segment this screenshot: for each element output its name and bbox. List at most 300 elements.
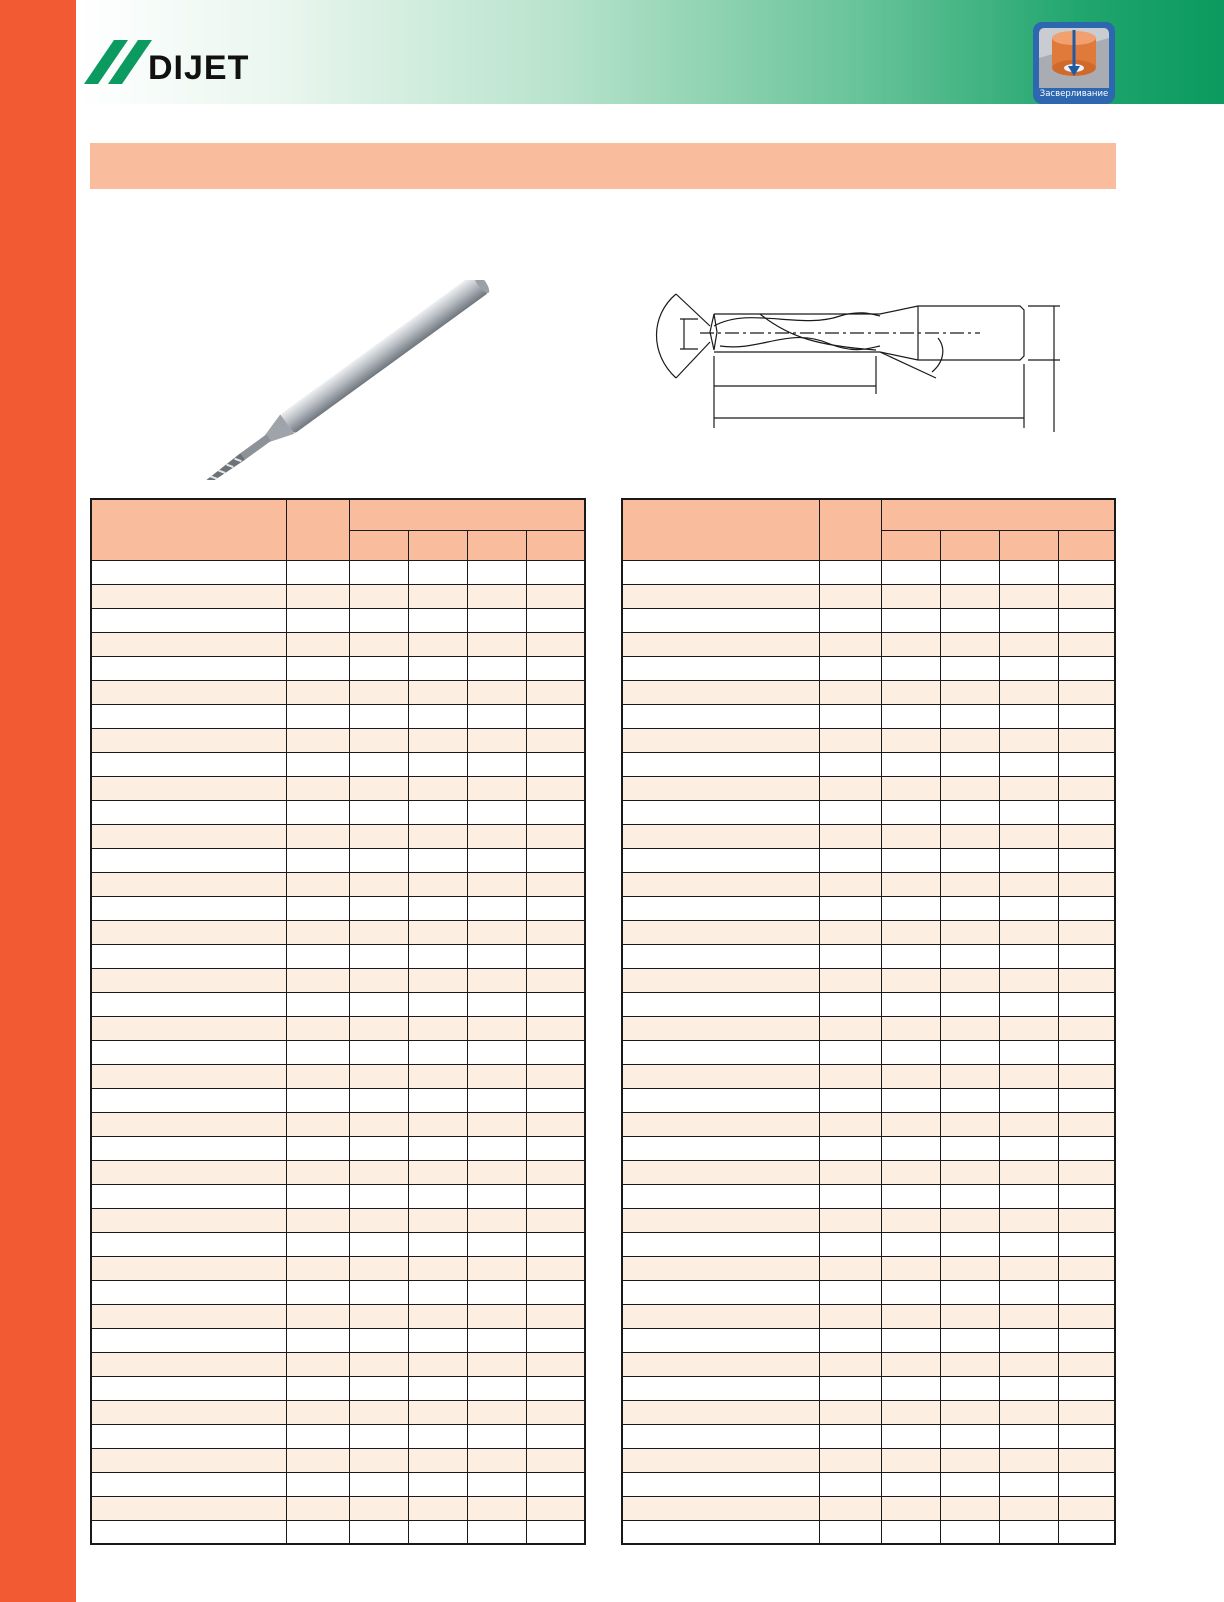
table-cell [349,704,408,728]
table-cell [527,1400,585,1424]
brand-name: DIJET [148,49,250,87]
table-cell [881,584,940,608]
table-cell [349,1328,408,1352]
table-row [622,872,1115,896]
table-cell [999,992,1058,1016]
table-cell [940,1520,999,1544]
table-cell [881,1352,940,1376]
table-cell [819,1352,881,1376]
table-cell [349,1136,408,1160]
header-designation [91,499,287,560]
table-cell [468,968,527,992]
table-cell [287,1520,349,1544]
table-cell [940,1256,999,1280]
table-cell [408,1424,467,1448]
table-cell [349,824,408,848]
table-cell [881,872,940,896]
table-row [622,1304,1115,1328]
table-cell [468,704,527,728]
table-cell [287,1400,349,1424]
table-cell [91,584,287,608]
table-cell [527,848,585,872]
table-cell [91,704,287,728]
table-cell [408,1208,467,1232]
header-dim-col [527,530,585,560]
table-cell [819,1208,881,1232]
table-cell [91,848,287,872]
table-cell [527,1496,585,1520]
table-cell [349,1400,408,1424]
table-cell [527,1112,585,1136]
table-cell [287,728,349,752]
table-cell [819,560,881,584]
table-cell [819,800,881,824]
table-cell [1058,1472,1115,1496]
table-cell [622,1520,819,1544]
table-row [91,728,585,752]
table-cell [91,920,287,944]
table-cell [408,608,467,632]
drilling-badge[interactable] [1033,22,1115,104]
table-cell [349,1424,408,1448]
table-cell [91,944,287,968]
table-cell [622,1328,819,1352]
table-cell [408,752,467,776]
table-cell [999,704,1058,728]
table-cell [468,1040,527,1064]
table-cell [408,992,467,1016]
table-row [622,1136,1115,1160]
table-cell [1058,1208,1115,1232]
table-cell [999,800,1058,824]
table-cell [881,1232,940,1256]
table-cell [622,1040,819,1064]
table-cell [468,800,527,824]
table-cell [999,560,1058,584]
table-cell [1058,1064,1115,1088]
table-cell [819,1040,881,1064]
table-cell [91,1160,287,1184]
table-cell [287,1088,349,1112]
table-row [91,656,585,680]
table-row [91,872,585,896]
table-cell [819,680,881,704]
table-cell [527,1136,585,1160]
table-cell [622,800,819,824]
table-cell [1058,608,1115,632]
table-cell [999,1520,1058,1544]
table-cell [622,944,819,968]
table-cell [999,1448,1058,1472]
table-cell [287,1448,349,1472]
table-row [622,800,1115,824]
table-cell [881,560,940,584]
table-cell [819,1448,881,1472]
table-cell [91,752,287,776]
table-cell [527,1304,585,1328]
table-cell [91,1472,287,1496]
table-cell [408,1232,467,1256]
table-cell [622,920,819,944]
table-cell [468,1088,527,1112]
table-cell [468,1184,527,1208]
table-row [622,1280,1115,1304]
table-cell [1058,1376,1115,1400]
table-cell [527,776,585,800]
table-row [91,608,585,632]
table-cell [527,800,585,824]
table-cell [999,1040,1058,1064]
table-cell [622,896,819,920]
table-cell [999,1280,1058,1304]
table-cell [349,1040,408,1064]
table-cell [940,1040,999,1064]
table-cell [408,1016,467,1040]
table-cell [819,1304,881,1328]
table-cell [881,968,940,992]
table-cell [287,896,349,920]
table-cell [881,1064,940,1088]
table-cell [881,1496,940,1520]
table-row [91,1160,585,1184]
table-cell [819,1160,881,1184]
table-cell [468,584,527,608]
table-cell [349,920,408,944]
table-cell [622,1424,819,1448]
table-body-right [622,560,1115,1544]
table-cell [819,1256,881,1280]
table-row [91,992,585,1016]
table-cell [91,1064,287,1088]
table-row [622,920,1115,944]
table-cell [287,872,349,896]
table-cell [468,1256,527,1280]
table-cell [622,1184,819,1208]
table-cell [91,1208,287,1232]
table-row [622,1520,1115,1544]
table-row [622,728,1115,752]
table-cell [940,1280,999,1304]
table-cell [91,1328,287,1352]
table-cell [999,968,1058,992]
table-row [91,1304,585,1328]
table-cell [349,1304,408,1328]
table-cell [287,824,349,848]
table-cell [1058,584,1115,608]
table-row [91,1088,585,1112]
table-cell [408,1088,467,1112]
table-cell [622,1088,819,1112]
table-cell [349,1376,408,1400]
table-row [622,1184,1115,1208]
table-row [91,1352,585,1376]
table-cell [408,1064,467,1088]
table-cell [1058,752,1115,776]
table-cell [999,1376,1058,1400]
table-cell [468,776,527,800]
table-cell [881,1520,940,1544]
table-cell [527,1472,585,1496]
table-row [91,704,585,728]
header-dimensions [881,499,1115,530]
table-cell [287,1256,349,1280]
table-row [622,704,1115,728]
table-cell [999,1472,1058,1496]
table-row [91,968,585,992]
table-cell [1058,680,1115,704]
table-cell [819,992,881,1016]
table-cell [999,1232,1058,1256]
badge-picture [1039,28,1109,88]
table-row [91,1496,585,1520]
table-row [622,1088,1115,1112]
table-cell [468,1160,527,1184]
table-cell [622,608,819,632]
table-cell [940,1328,999,1352]
table-row [622,1208,1115,1232]
header-dimensions [349,499,585,530]
table-cell [527,1064,585,1088]
table-cell [999,848,1058,872]
table-row [91,1016,585,1040]
table-cell [881,1256,940,1280]
table-row [91,1256,585,1280]
table-cell [881,1328,940,1352]
table-cell [527,1208,585,1232]
table-row [91,944,585,968]
table-cell [468,896,527,920]
table-cell [881,1280,940,1304]
table-cell [349,560,408,584]
table-cell [1058,560,1115,584]
table-row [622,776,1115,800]
table-cell [408,824,467,848]
table-cell [999,1496,1058,1520]
table-cell [468,1064,527,1088]
table-cell [91,728,287,752]
table-cell [527,872,585,896]
table-cell [881,704,940,728]
table-cell [527,1232,585,1256]
table-cell [940,896,999,920]
table-cell [91,656,287,680]
table-cell [940,728,999,752]
table-cell [819,1112,881,1136]
table-cell [881,728,940,752]
table-cell [622,1064,819,1088]
table-cell [940,1424,999,1448]
table-cell [468,1208,527,1232]
table-cell [881,632,940,656]
table-cell [349,800,408,824]
table-cell [468,560,527,584]
table-cell [287,656,349,680]
table-row [91,1448,585,1472]
table-cell [819,1232,881,1256]
table-cell [881,1208,940,1232]
table-cell [1058,872,1115,896]
table-cell [622,1136,819,1160]
table-cell [408,1112,467,1136]
drilling-icon [1039,28,1109,88]
table-cell [999,1424,1058,1448]
table-cell [622,1232,819,1256]
table-cell [527,1352,585,1376]
table-cell [468,992,527,1016]
table-cell [287,752,349,776]
table-cell [408,1520,467,1544]
table-cell [287,1208,349,1232]
table-cell [287,1232,349,1256]
table-row [91,896,585,920]
table-cell [1058,1256,1115,1280]
table-cell [819,632,881,656]
table-cell [819,1328,881,1352]
table-cell [1058,632,1115,656]
table-cell [349,656,408,680]
table-cell [349,992,408,1016]
table-cell [1058,920,1115,944]
table-cell [1058,776,1115,800]
table-cell [408,1472,467,1496]
table-cell [940,1208,999,1232]
table-cell [999,776,1058,800]
table-row [622,656,1115,680]
table-cell [349,680,408,704]
table-cell [468,1496,527,1520]
table-row [91,1400,585,1424]
table-row [91,848,585,872]
table-cell [527,1160,585,1184]
table-cell [881,920,940,944]
table-cell [287,1112,349,1136]
table-row [91,1136,585,1160]
table-cell [940,776,999,800]
table-row [622,608,1115,632]
table-cell [881,656,940,680]
table-cell [819,608,881,632]
table-cell [1058,1328,1115,1352]
table-cell [940,872,999,896]
table-cell [1058,704,1115,728]
table-cell [527,584,585,608]
table-cell [287,1064,349,1088]
table-cell [527,824,585,848]
table-cell [819,776,881,800]
table-cell [91,1136,287,1160]
micro-drill-photo [178,280,518,480]
table-cell [527,1088,585,1112]
table-cell [622,656,819,680]
table-cell [91,800,287,824]
table-cell [999,1208,1058,1232]
table-cell [999,872,1058,896]
table-cell [819,1280,881,1304]
table-cell [527,1328,585,1352]
table-cell [622,1400,819,1424]
table-cell [881,824,940,848]
table-cell [349,872,408,896]
table-row [622,968,1115,992]
table-row [91,1112,585,1136]
table-cell [527,560,585,584]
table-row [622,1232,1115,1256]
table-cell [999,1112,1058,1136]
table-cell [287,1328,349,1352]
table-cell [408,584,467,608]
table-cell [527,680,585,704]
table-cell [527,656,585,680]
table-cell [468,728,527,752]
table-cell [881,800,940,824]
table-row [622,1376,1115,1400]
table-cell [91,1400,287,1424]
table-cell [91,1304,287,1328]
table-cell [91,1184,287,1208]
table-cell [881,1424,940,1448]
table-cell [819,1472,881,1496]
table-cell [527,1376,585,1400]
table-row [91,1520,585,1544]
table-cell [468,1472,527,1496]
table-row [91,632,585,656]
table-cell [527,920,585,944]
table-cell [622,1496,819,1520]
table-cell [349,1352,408,1376]
table-cell [940,1112,999,1136]
table-cell [408,704,467,728]
table-cell [819,584,881,608]
table-row [622,752,1115,776]
table-row [622,1016,1115,1040]
table-cell [1058,1136,1115,1160]
table-cell [408,1040,467,1064]
table-cell [940,848,999,872]
table-cell [622,1304,819,1328]
table-cell [287,800,349,824]
table-cell [819,728,881,752]
table-row [91,1472,585,1496]
table-cell [408,1280,467,1304]
table-cell [1058,944,1115,968]
table-cell [819,848,881,872]
table-cell [622,968,819,992]
table-cell [408,728,467,752]
table-cell [349,632,408,656]
table-cell [527,1424,585,1448]
table-cell [468,1448,527,1472]
table-cell [408,1136,467,1160]
table-cell [527,704,585,728]
table-cell [91,1112,287,1136]
table-cell [408,920,467,944]
table-cell [468,632,527,656]
table-cell [349,1184,408,1208]
table-cell [349,728,408,752]
table-cell [408,656,467,680]
table-cell [881,992,940,1016]
table-cell [468,1232,527,1256]
table-cell [287,1376,349,1400]
table-cell [940,584,999,608]
table-cell [940,1352,999,1376]
table-cell [91,1040,287,1064]
table-cell [468,680,527,704]
table-cell [527,1448,585,1472]
table-cell [408,1376,467,1400]
table-cell [940,752,999,776]
table-cell [940,1160,999,1184]
